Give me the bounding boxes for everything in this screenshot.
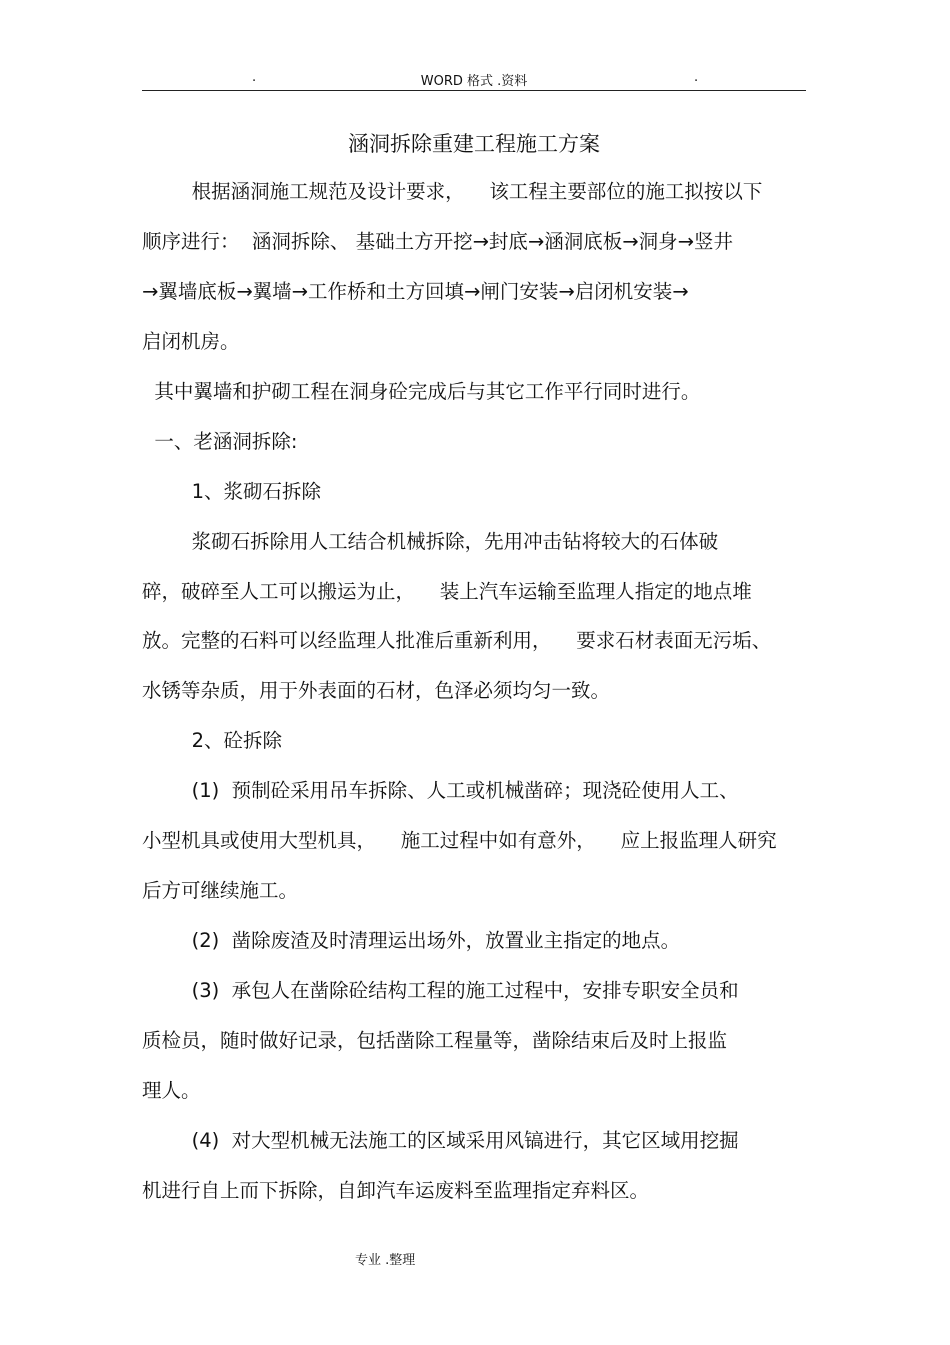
header-right-mark: .	[694, 70, 699, 85]
text-line: 理人。	[142, 1079, 201, 1102]
text-line: (3) 承包人在凿除砼结构工程的施工过程中，安排专职安全员和	[142, 979, 739, 1002]
text-line: (4) 对大型机械无法施工的区域采用风镐进行，其它区域用挖掘	[142, 1129, 739, 1152]
header-left-mark: .	[252, 70, 257, 85]
document-title: 涵洞拆除重建工程施工方案	[348, 132, 600, 156]
header-text: WORD 格式 .资料	[420, 74, 528, 89]
text-line: 小型机具或使用大型机具， 施工过程中如有意外， 应上报监理人研究	[142, 829, 777, 852]
text-line: →翼墙底板→翼墙→工作桥和土方回填→闸门安装→启闭机安装→	[142, 280, 689, 303]
section-heading: 一、老涵洞拆除:	[142, 430, 298, 453]
text-line: 后方可继续施工。	[142, 879, 299, 902]
subsection-heading: 2、砼拆除	[142, 729, 282, 752]
text-line: (2) 凿除废渣及时清理运出场外，放置业主指定的地点。	[142, 929, 681, 952]
text-line: 放。完整的石料可以经监理人批准后重新利用， 要求石材表面无污垢、	[142, 629, 772, 652]
page-header	[142, 68, 806, 91]
text-line: 其中翼墙和护砌工程在洞身砼完成后与其它工作平行同时进行。	[142, 380, 701, 403]
text-line: 碎，破碎至人工可以搬运为止， 装上汽车运输至监理人指定的地点堆	[142, 580, 752, 603]
text-line: (1) 预制砼采用吊车拆除、人工或机械凿碎；现浇砼使用人工、	[142, 779, 739, 802]
text-line: 启闭机房。	[142, 330, 240, 353]
text-line: 浆砌石拆除用人工结合机械拆除，先用冲击钻将较大的石体破	[142, 530, 719, 553]
text-line: 顺序进行： 涵洞拆除、 基础土方开挖→封底→涵洞底板→洞身→竖井	[142, 230, 733, 253]
text-line: 质检员，随时做好记录，包括凿除工程量等，凿除结束后及时上报监	[142, 1029, 728, 1052]
subsection-heading: 1、浆砌石拆除	[142, 480, 321, 503]
text-line: 根据涵洞施工规范及设计要求， 该工程主要部位的施工拟按以下	[142, 180, 763, 203]
text-line: 机进行自上而下拆除，自卸汽车运废料至监理指定弃料区。	[142, 1179, 650, 1202]
text-line: 水锈等杂质，用于外表面的石材，色泽必须均匀一致。	[142, 679, 611, 702]
page-footer: 专业 .整理	[355, 1253, 416, 1268]
